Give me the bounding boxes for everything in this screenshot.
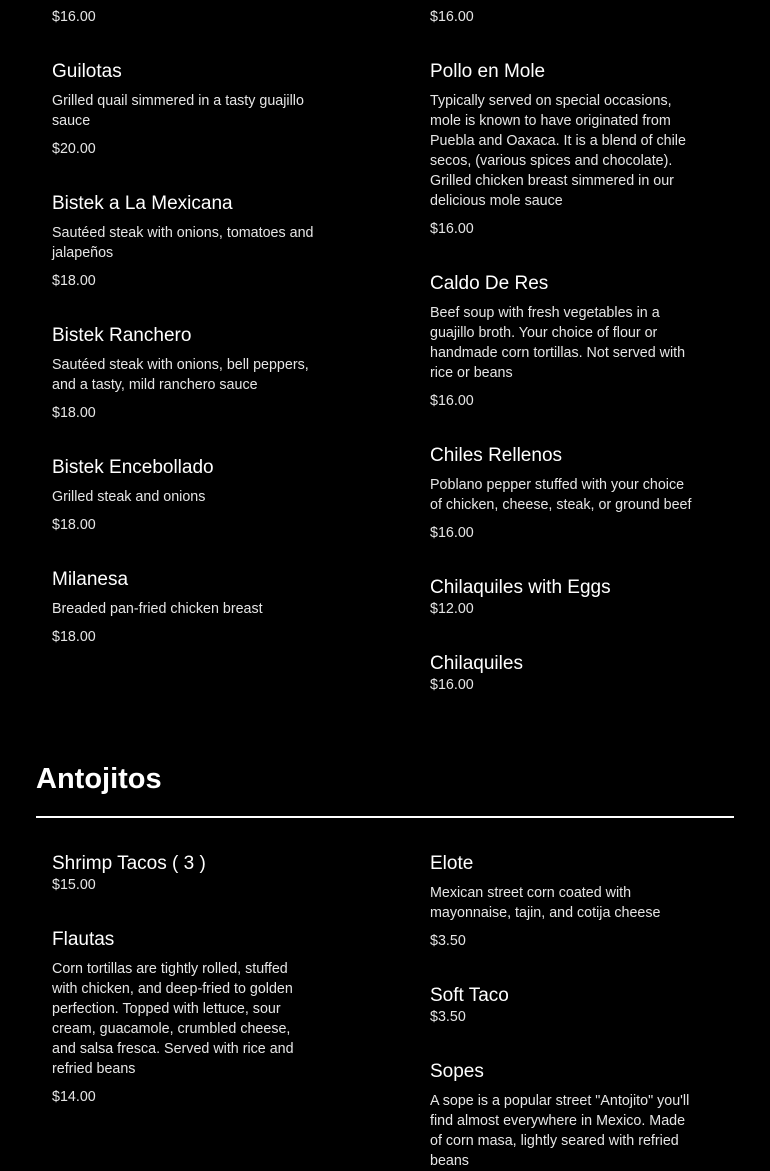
item-name: Elote bbox=[430, 853, 474, 874]
item-name: Shrimp Tacos ( 3 ) bbox=[52, 853, 206, 874]
item-price: $18.00 bbox=[52, 273, 96, 289]
item-name: Caldo De Res bbox=[430, 273, 549, 294]
section-divider bbox=[36, 816, 734, 818]
item-description: Breaded pan-fried chicken breast bbox=[52, 601, 263, 617]
item-price: $16.00 bbox=[430, 525, 474, 541]
item-price: $16.00 bbox=[430, 677, 474, 693]
item-price: $16.00 bbox=[52, 9, 96, 25]
item-price: $18.00 bbox=[52, 629, 96, 645]
item-name: Chilaquiles bbox=[430, 653, 523, 674]
item-price: $12.00 bbox=[430, 601, 474, 617]
item-description: Corn tortillas are tightly rolled, stuffed with chicken, and deep-fried to golden perfection. Topped with lettuce, sour cream, guacamole, crumbled cheese, and salsa fresca. Served with rice and refried beans bbox=[52, 961, 294, 1077]
item-price: $3.50 bbox=[430, 1009, 466, 1025]
item-name: Chilaquiles with Eggs bbox=[430, 577, 611, 598]
item-name: Guilotas bbox=[52, 61, 122, 82]
item-price: $14.00 bbox=[52, 1089, 96, 1105]
item-description: Mexican street corn coated with mayonnaise, tajin, and cotija cheese bbox=[430, 885, 661, 921]
item-price: $20.00 bbox=[52, 141, 96, 157]
item-name: Milanesa bbox=[52, 569, 129, 590]
item-price: $16.00 bbox=[430, 9, 474, 25]
item-description: Sautéed steak with onions, tomatoes and jalapeños bbox=[52, 225, 314, 261]
item-description: Typically served on special occasions, mole is known to have originated from Puebla and Oaxaca. It is a blend of chile secos, (various spices and chocolate). Grilled chicken breast simmered in our delicious mole sauce bbox=[430, 93, 686, 209]
item-price: $18.00 bbox=[52, 405, 96, 421]
item-name: Bistek Encebollado bbox=[52, 457, 214, 478]
item-name: Bistek Ranchero bbox=[52, 325, 192, 346]
item-description: Grilled steak and onions bbox=[52, 489, 206, 505]
item-name: Pollo en Mole bbox=[430, 61, 546, 82]
section-title-antojitos: Antojitos bbox=[36, 763, 162, 795]
item-name: Soft Taco bbox=[430, 985, 509, 1006]
item-description: Grilled quail simmered in a tasty guajillo sauce bbox=[52, 93, 304, 129]
item-description: Sautéed steak with onions, bell peppers, and a tasty, mild ranchero sauce bbox=[52, 357, 309, 393]
item-description: Beef soup with fresh vegetables in a guajillo broth. Your choice of flour or handmade corn tortillas. Not served with rice or beans bbox=[430, 305, 686, 381]
item-name: Sopes bbox=[430, 1061, 484, 1082]
item-price: $15.00 bbox=[52, 877, 96, 893]
item-description: Poblano pepper stuffed with your choice of chicken, cheese, steak, or ground beef bbox=[430, 477, 692, 513]
item-name: Chiles Rellenos bbox=[430, 445, 563, 466]
item-name: Flautas bbox=[52, 929, 115, 950]
item-price: $18.00 bbox=[52, 517, 96, 533]
item-price: $16.00 bbox=[430, 221, 474, 237]
item-description: A sope is a popular street "Antojito" you'll find almost everywhere in Mexico. Made of corn masa, lightly seared with refried beans bbox=[430, 1093, 690, 1169]
item-price: $3.50 bbox=[430, 933, 466, 949]
item-name: Bistek a La Mexicana bbox=[52, 193, 233, 214]
item-price: $16.00 bbox=[430, 393, 474, 409]
